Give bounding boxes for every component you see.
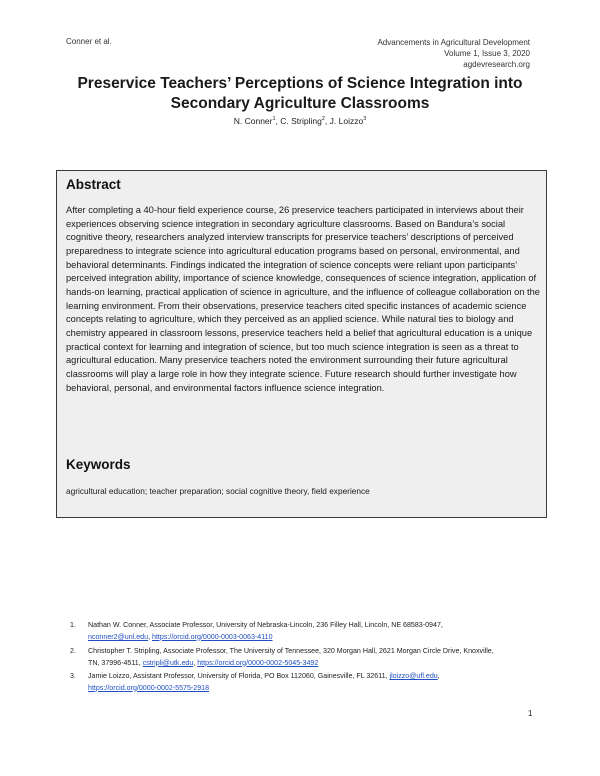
keywords-text: agricultural education; teacher preparation; social cognitive theory, field experience xyxy=(66,486,370,496)
footnote-text: Nathan W. Conner, Associate Professor, University of Nebraska-Lincoln, 236 Filley Hall, Lincoln, NE 68583-0947, xyxy=(88,621,443,629)
footnote xyxy=(70,646,500,669)
journal-volume: Volume 1, Issue 3, 2020 xyxy=(444,49,530,58)
footnote-separator: , xyxy=(437,672,440,680)
footnote-orcid-link[interactable]: https://orcid.org/0000-0003-0063-4110 xyxy=(152,632,273,641)
paper-title xyxy=(40,74,560,114)
keywords-heading: Keywords xyxy=(66,457,131,472)
footnote xyxy=(70,671,500,694)
footnote-orcid-link[interactable]: https://orcid.org/0000-0002-5575-2918 xyxy=(88,683,210,692)
footnote-number: 3. xyxy=(70,672,76,680)
page-number: 1 xyxy=(528,709,533,718)
title-line-1: Preservice Teachers’ Perceptions of Science Integration into xyxy=(77,75,523,92)
title-line-2: Secondary Agriculture Classrooms xyxy=(170,95,430,112)
footnote-number: 1. xyxy=(70,621,76,629)
footnote-text: Christopher T. Stripling, Associate Professor, The University of Tennessee, 320 Morgan Hall, 2621 Morgan Circle Drive, Knoxville, TN, 37996-4511, xyxy=(88,647,494,667)
footnote-orcid-link[interactable]: https://orcid.org/0000-0002-5045-3492 xyxy=(197,658,319,667)
author-affiliation-mark: 1 xyxy=(272,116,276,123)
author-name: C. Stripling xyxy=(280,116,322,126)
footnote-text: Jamie Loizzo, Assistant Professor, University of Florida, PO Box 112060, Gainesville, FL 32611, xyxy=(88,672,388,680)
running-header-journal xyxy=(377,37,530,70)
footnote-separator: , xyxy=(148,632,153,641)
abstract-heading: Abstract xyxy=(66,177,121,192)
footnote-email-link[interactable]: nconner2@unl.edu xyxy=(88,632,149,641)
footnote-email-link[interactable]: jloizzo@ufl.edu xyxy=(389,672,438,680)
footnote-email-link[interactable]: cstripli@utk.edu xyxy=(142,658,194,667)
author-affiliation-mark: 3 xyxy=(363,116,367,123)
author-separator: , xyxy=(324,116,330,126)
journal-name: Advancements in Agricultural Development xyxy=(377,38,530,47)
footnote-number: 2. xyxy=(70,647,76,655)
footnote xyxy=(70,620,500,643)
journal-site: agdevresearch.org xyxy=(463,60,530,69)
author-name: J. Loizzo xyxy=(329,116,364,126)
author-separator: , xyxy=(275,116,281,126)
author-affiliation-mark: 2 xyxy=(321,116,325,123)
abstract-text: After completing a 40-hour field experience course, 26 preservice teachers participated in interviews about their experiences observing science integration in secondary agriculture classrooms. Based on Bandura’s social cognitive theory, researchers analyzed interview transcripts for preservice teachers’ descriptions of perceived preparedness to integrate science into agricultural education programs based on personal, environmental, and behavioral determinants. Findings indicated the integration of science concepts were reliant upon participants’ perceived integration ability, importance of science knowledge, consequences of science integration, application of hands-on learning, practical application of science in agriculture, and the influence of colleague collaboration on the learning environment. From their observations, preservice teachers cited specific instances of academic science concepts relating to agriculture, which they perceived as an applied science. While natural ties to biology and chemistry appeared in classroom lessons, preservice teachers held a belief that agricultural education is a unique practical context for learning and integration of science, but too much science integration is seen as a threat to agricultural education. Many preservice teachers noted the environment surrounding their future agricultural classrooms will play a large role in how they integrate science. Future research should further investigate how behavioral, personal, and environmental factors influence science integration. xyxy=(66,205,540,393)
author-name: N. Conner xyxy=(233,116,273,126)
footnote-separator: , xyxy=(193,658,198,667)
author-list xyxy=(40,116,560,126)
running-header-authors: Conner et al. xyxy=(66,37,112,46)
abstract-box xyxy=(56,170,547,518)
